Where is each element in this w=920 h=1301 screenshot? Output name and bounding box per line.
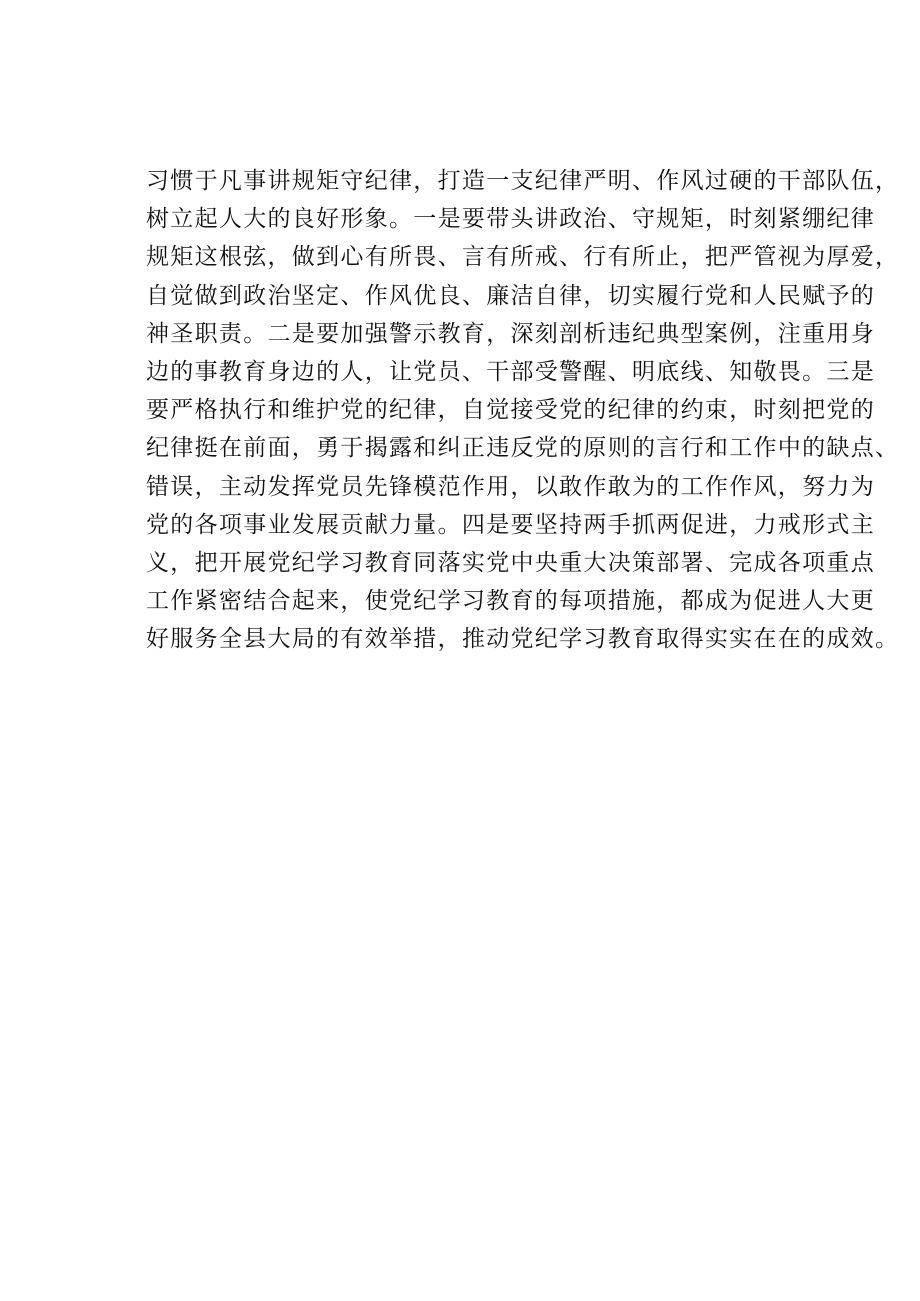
paragraph-line: 自觉做到政治坚定、作风优良、廉洁自律，切实履行党和人民赋予的 [146,282,875,309]
paragraph-line: 工作紧密结合起来，使党纪学习教育的每项措施，都成为促进人大更 [146,588,875,615]
paragraph-line: 纪律挺在前面，勇于揭露和纠正违反党的原则的言行和工作中的缺点、 [146,435,900,462]
body-paragraph [146,162,900,658]
paragraph-line: 错误，主动发挥党员先锋模范作用，以敢作敢为的工作作风，努力为 [146,473,875,500]
paragraph-line: 规矩这根弦，做到心有所畏、言有所戒、行有所止，把严管视为厚爱， [146,244,900,271]
paragraph-line: 神圣职责。二是要加强警示教育，深刻剖析违纪典型案例，注重用身 [146,320,875,347]
paragraph-line: 树立起人大的良好形象。一是要带头讲政治、守规矩，时刻紧绷纪律 [146,206,875,233]
paragraph-line: 习惯于凡事讲规矩守纪律，打造一支纪律严明、作风过硬的干部队伍， [146,168,900,194]
paragraph-line: 边的事教育身边的人，让党员、干部受警醒、明底线、知敬畏。三是 [146,358,875,385]
paragraph-line: 党的各项事业发展贡献力量。四是要坚持两手抓两促进，力戒形式主 [146,511,875,538]
paragraph-line: 好服务全县大局的有效举措，推动党纪学习教育取得实实在在的成效。 [146,626,900,653]
paragraph-line: 义，把开展党纪学习教育同落实党中央重大决策部署、完成各项重点 [146,549,875,576]
paragraph-line: 要严格执行和维护党的纪律，自觉接受党的纪律的约束，时刻把党的 [146,397,875,424]
